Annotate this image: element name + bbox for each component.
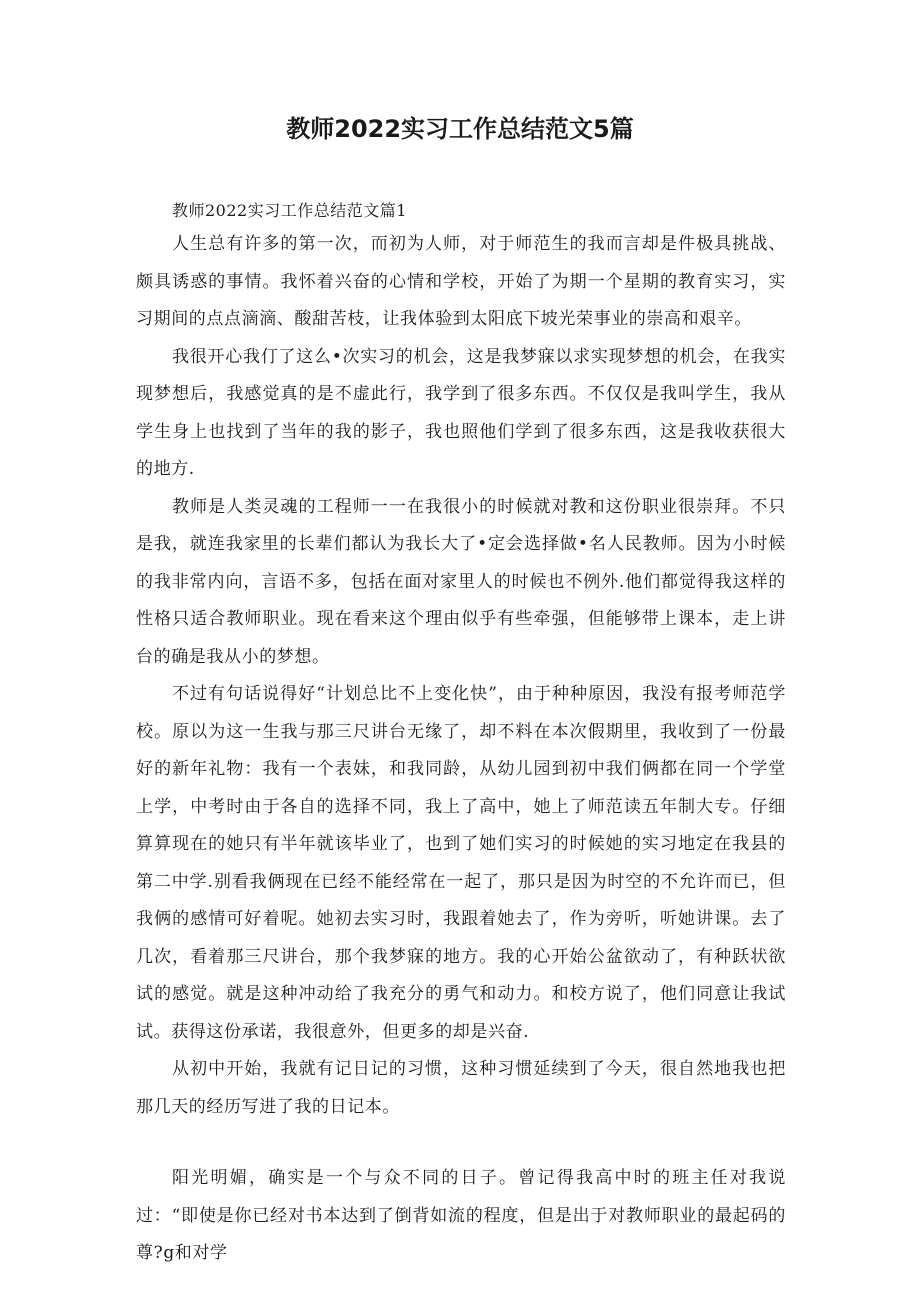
paragraph-1: 人生总有许多的第一次，而初为人师，对于师范生的我而言却是件极具挑战、颇具诱惑的事情。我怀着兴奋的心情和学校，开始了为期一个星期的教育实习，实习期间的点点滴滴、酸甜苦枝，让我体验到太阳底下坡光荣事业的崇高和艰辛。 <box>136 234 786 329</box>
paragraph-5: 从初中开始，我就有记日记的习惯，这种习惯延续到了今天，很自然地我也把那几天的经历写进了我的日记本。 <box>136 1059 786 1117</box>
paragraph-3: 教师是人类灵魂的工程师一一在我很小的时候就对教和这份职业很崇拜。不只是我，就连我家里的长辈们都认为我长大了•定会选择做•名人民教师。因为小时候的我非常内向，言语不多，包括在面对家里人的时候也不例外.他们都觉得我这样的性格只适合教师职业。现在看来这个理由似乎有些牵强，但能够带上课本，走上讲台的确是我从小的梦想。 <box>136 496 786 667</box>
document-title: 教师2022实习工作总结范文5篇 <box>286 115 634 143</box>
section-subtitle: 教师2022实习工作总结范文篇1 <box>172 201 407 220</box>
document-body <box>136 196 786 1273</box>
paragraph-gap <box>136 1126 786 1160</box>
paragraph-6: 阳光明媚，确实是一个与众不同的日子。曾记得我高中时的班主任对我说过：“即使是你已经对书本达到了倒背如流的程度，但是出于对教师职业的最起码的尊?g和对学 <box>136 1168 786 1263</box>
paragraph-2: 我很开心我仃了这么•次实习的机会，这是我梦寐以求实现梦想的机会，在我实现梦想后，我感觉真的是不虚此行，我学到了很多东西。不仅仅是我叫学生，我从学生身上也找到了当年的我的影子，我也照他们学到了很多东西，这是我收获很大的地方. <box>136 346 786 479</box>
paragraph-4: 不过有句话说得好“计划总比不上变化快”，由于种种原因，我没有报考师范学校。原以为这一生我与那三尺讲台无缘了，却不料在本次假期里，我收到了一份最好的新年礼物：我有一个表妹，和我同龄，从幼儿园到初中我们俩都在同一个学堂上学，中考时由于各自的选择不同，我上了高中，她上了师范读五年制大专。仔细算算现在的她只有半年就该毕业了，也到了她们实习的时候她的实习地定在我县的第二中学.别看我俩现在已经不能经常在一起了，那只是因为时空的不允许而已，但我俩的感情可好着呢。她初去实习时，我跟着她去了，作为旁听，听她讲课。去了几次，看着那三尺讲台，那个我梦寐的地方。我的心开始公盆欲动了，有种跃状欲试的感觉。就是这种冲动给了我充分的勇气和动力。和校方说了，他们同意让我试试。获得这份承诺，我很意外，但更多的却是兴奋. <box>136 684 786 1042</box>
